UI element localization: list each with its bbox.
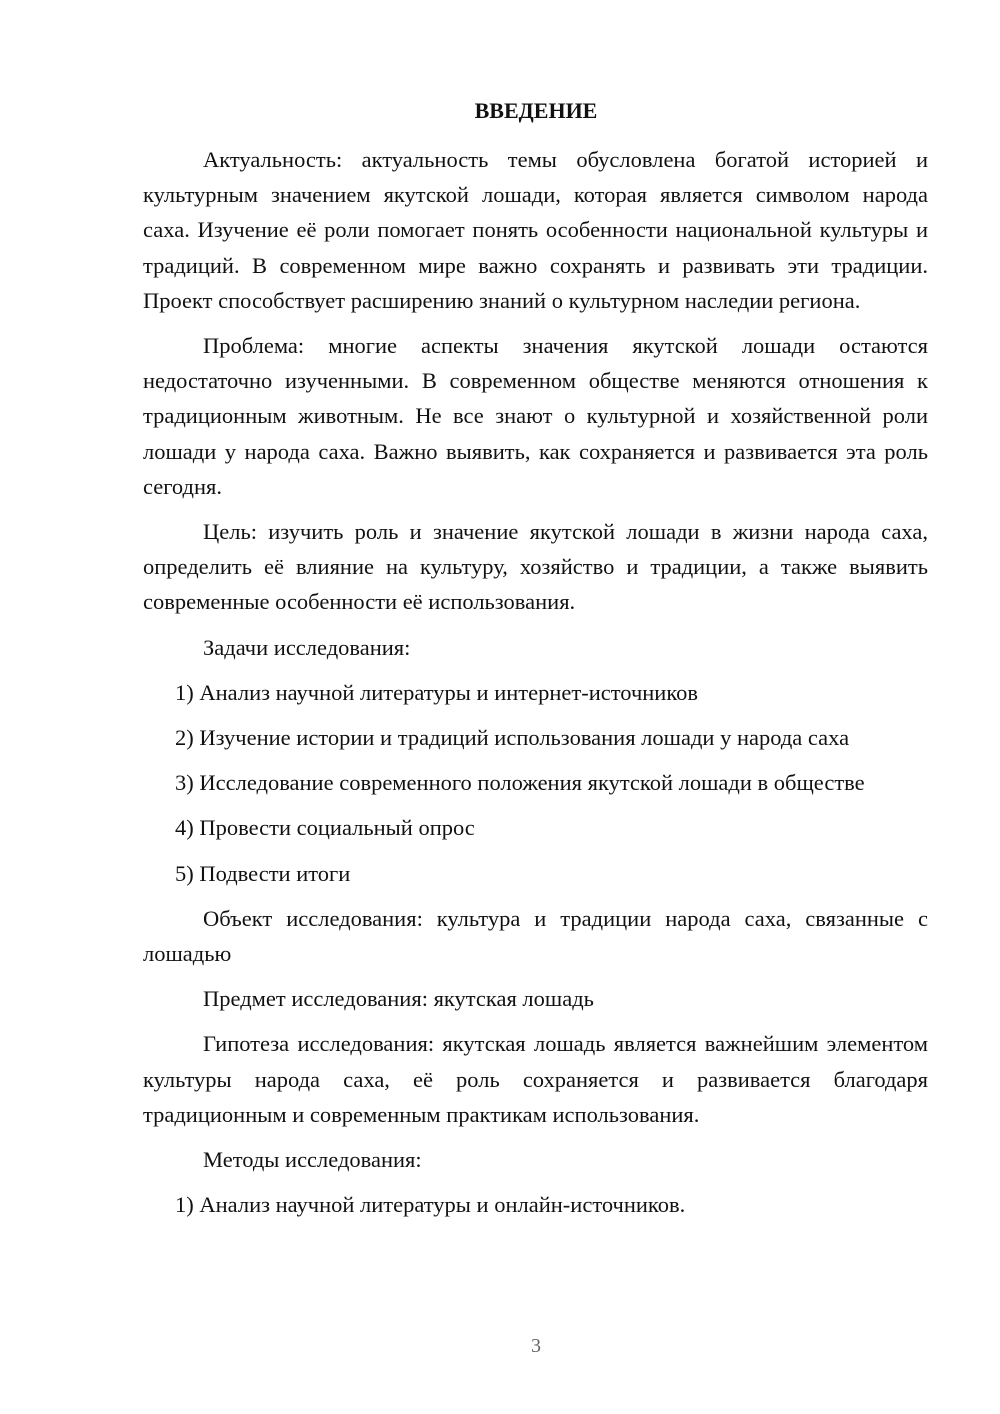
- task-item-1: 1) Анализ научной литературы и интернет-источников: [175, 679, 699, 705]
- task-item-2: 2) Изучение истории и традиций использования лошади у народа саха: [175, 725, 850, 751]
- problem-paragraph: Проблема: многие аспекты значения якутской лошади остаются недостаточно изученными. В современном обществе меняются отношения к традиционным животным. Не все знают о культурной и хозяйственной роли лошади у народа саха. Важно выявить, как сохраняется и развивается эта роль сегодня.: [143, 333, 928, 499]
- task-item-4: 4) Провести социальный опрос: [175, 815, 475, 841]
- goal-paragraph: Цель: изучить роль и значение якутской лошади в жизни народа саха, определить её влияние на культуру, хозяйство и традиции, а также выявить современные особенности её использования.: [143, 519, 928, 615]
- task-item-5: 5) Подвести итоги: [175, 860, 351, 886]
- object-paragraph: Объект исследования: культура и традиции народа саха, связанные с лошадью: [143, 905, 928, 967]
- task-item-3: 3) Исследование современного положения якутской лошади в обществе: [175, 770, 865, 796]
- hypothesis-paragraph: Гипотеза исследования: якутская лошадь является важнейшим элементом культуры народа саха, её роль сохраняется и развивается благодаря традиционным и современным практикам использования.: [143, 1031, 928, 1127]
- page-title: ВВЕДЕНИЕ: [474, 98, 598, 123]
- subject-paragraph: Предмет исследования: якутская лошадь: [203, 986, 594, 1012]
- method-item-1: 1) Анализ научной литературы и онлайн-источников.: [175, 1192, 686, 1218]
- document-body: [143, 142, 928, 1232]
- relevance-paragraph: Актуальность: актуальность темы обусловлена богатой историей и культурным значением якутской лошади, которая является символом народа саха. Изучение её роли помогает понять особенности национальной культуры и традиций. В современном мире важно сохранять и развивать эти традиции. Проект способствует расширению знаний о культурном наследии региона.: [143, 147, 928, 313]
- methods-heading: Методы исследования:: [203, 1147, 422, 1173]
- page-number: 3: [531, 1335, 541, 1357]
- tasks-heading: Задачи исследования:: [203, 634, 411, 660]
